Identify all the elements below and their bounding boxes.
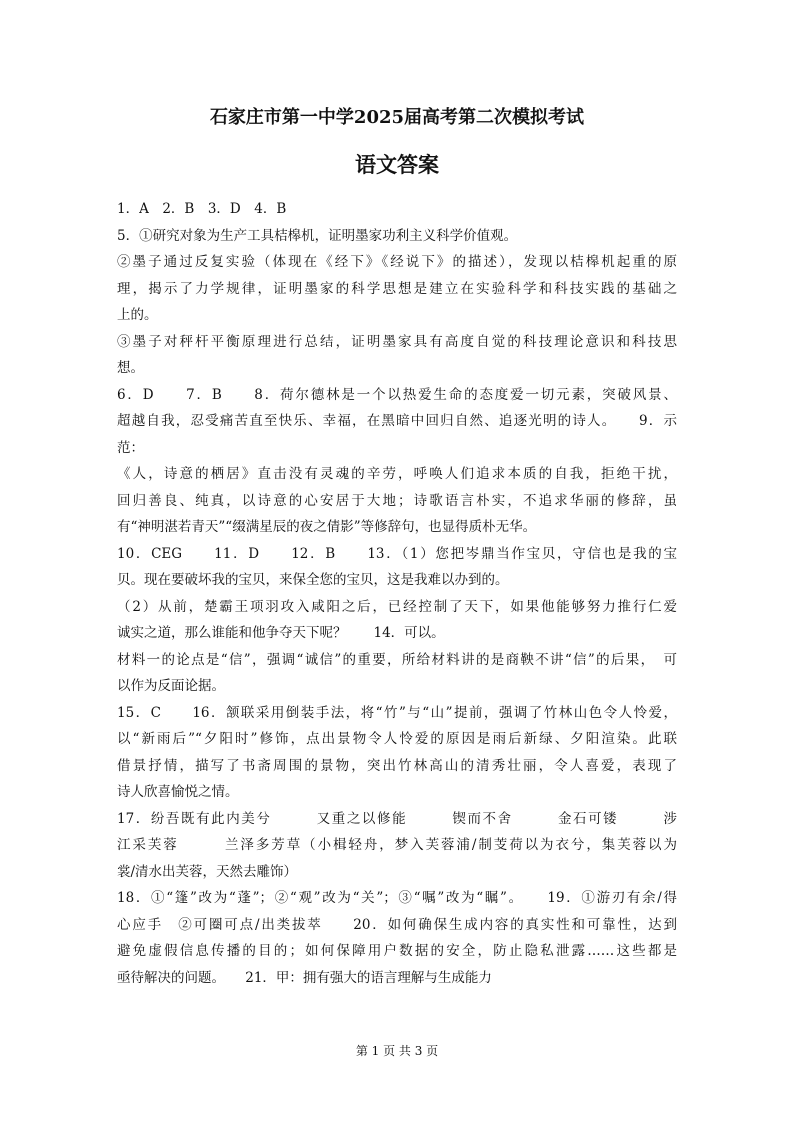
answer-line: 18．①“篷”改为“蓬”；②“观”改为“关”；③“嘱”改为“瞩”。 19．①游刃有余/得: [117, 890, 677, 906]
answer-line: 心应手 ②可圈可点/出类拔萃 20．如何确保生成内容的真实性和可靠性，达到: [117, 916, 677, 933]
answer-line: 超越自我，忍受痛苦直至快乐、幸福，在黑暗中回归自然、追逐光明的诗人。 9．示: [117, 413, 677, 429]
page-title: 石家庄市第一中学2025届高考第二次模拟考试: [209, 107, 585, 128]
answer-line: 材料一的论点是“信”，强调“诚信”的重要，所给材料讲的是商鞅不讲“信”的后果， 可: [117, 651, 677, 668]
answer-line: ②墨子通过反复实验（体现在《经下》《经说下》的描述），发现以桔槔机起重的原: [117, 254, 677, 270]
answer-line: 江采芙蓉 兰泽多芳草（小楫轻舟，梦入芙蓉浦/制芰荷以为衣兮，集芙蓉以为: [117, 837, 677, 853]
answer-line: 理，揭示了力学规律，证明墨家的科学思想是建立在实验科学和科技实践的基础之: [117, 280, 677, 297]
answer-line: 回归善良、纯真，以诗意的心安居于大地；诗歌语言朴实，不追求华丽的修辞，虽: [117, 492, 677, 509]
answer-line: 以“新雨后”“夕阳时”修饰，点出景物令人怜爱的原因是雨后新绿、夕阳渲染。此联: [117, 731, 677, 747]
answer-line: 想。: [117, 360, 144, 376]
answer-line: 借景抒情，描写了书斋周围的景物，突出竹林高山的清秀壮丽，令人喜爱，表现了: [117, 757, 677, 774]
answer-line: （2）从前，楚霸王项羽攻入咸阳之后，已经控制了天下，如果他能够努力推行仁爱: [117, 598, 677, 615]
answer-line: 裳/清水出芙蓉，天然去雕饰）: [117, 863, 298, 880]
answer-line: 诚实之道，那么谁能和他争夺天下呢？ 14．可以。: [117, 625, 445, 641]
answer-line: 诗人欣喜愉悦之情。: [117, 784, 239, 800]
answer-line: 10．CEG 11．D 12．B 13．（1）您把岑鼎当作宝贝，守信也是我的宝: [117, 545, 677, 562]
answer-line: 范：: [117, 439, 144, 456]
answer-line: 以作为反面论据。: [117, 678, 225, 694]
answer-line: ③墨子对秤杆平衡原理进行总结，证明墨家具有高度自觉的科技理论意识和科技思: [117, 333, 677, 350]
answer-line: 上的。: [117, 307, 158, 323]
answer-body: [117, 196, 677, 991]
page-footer: 第 1 页 共 3 页: [355, 1044, 439, 1058]
answer-line: 贝。现在要破坏我的宝贝，来保全您的宝贝，这是我难以办到的。: [117, 572, 509, 588]
answer-line: 有“神明湛若青天”“缀满星辰的夜之倩影”等修辞句，也显得质朴无华。: [117, 519, 537, 535]
answer-line: 17．纷吾既有此内美兮 又重之以修能 锲而不舍 金石可镂 涉: [117, 810, 677, 827]
answer-line: 5．①研究对象为生产工具桔槔机，证明墨家功利主义科学价值观。: [117, 227, 518, 244]
answer-line: 《人，诗意的栖居》直击没有灵魂的辛劳，呼唤人们追求本质的自我，拒绝干扰，: [117, 466, 677, 482]
answer-line: 15．C 16．颔联采用倒装手法，将“竹”与“山”提前，强调了竹林山色令人怜爱，: [117, 704, 677, 721]
answer-line: 1．A 2．B 3．D 4．B: [117, 201, 287, 217]
page-subtitle: 语文答案: [355, 152, 439, 177]
answer-line: 避免虚假信息传播的目的；如何保障用户数据的安全，防止隐私泄露……这些都是: [117, 943, 677, 959]
answer-line: 6．D 7．B 8．荷尔德林是一个以热爱生命的态度爱一切元素，突破风景、: [117, 386, 677, 403]
answer-line: 亟待解决的问题。 21．甲：拥有强大的语言理解与生成能力: [117, 969, 492, 986]
